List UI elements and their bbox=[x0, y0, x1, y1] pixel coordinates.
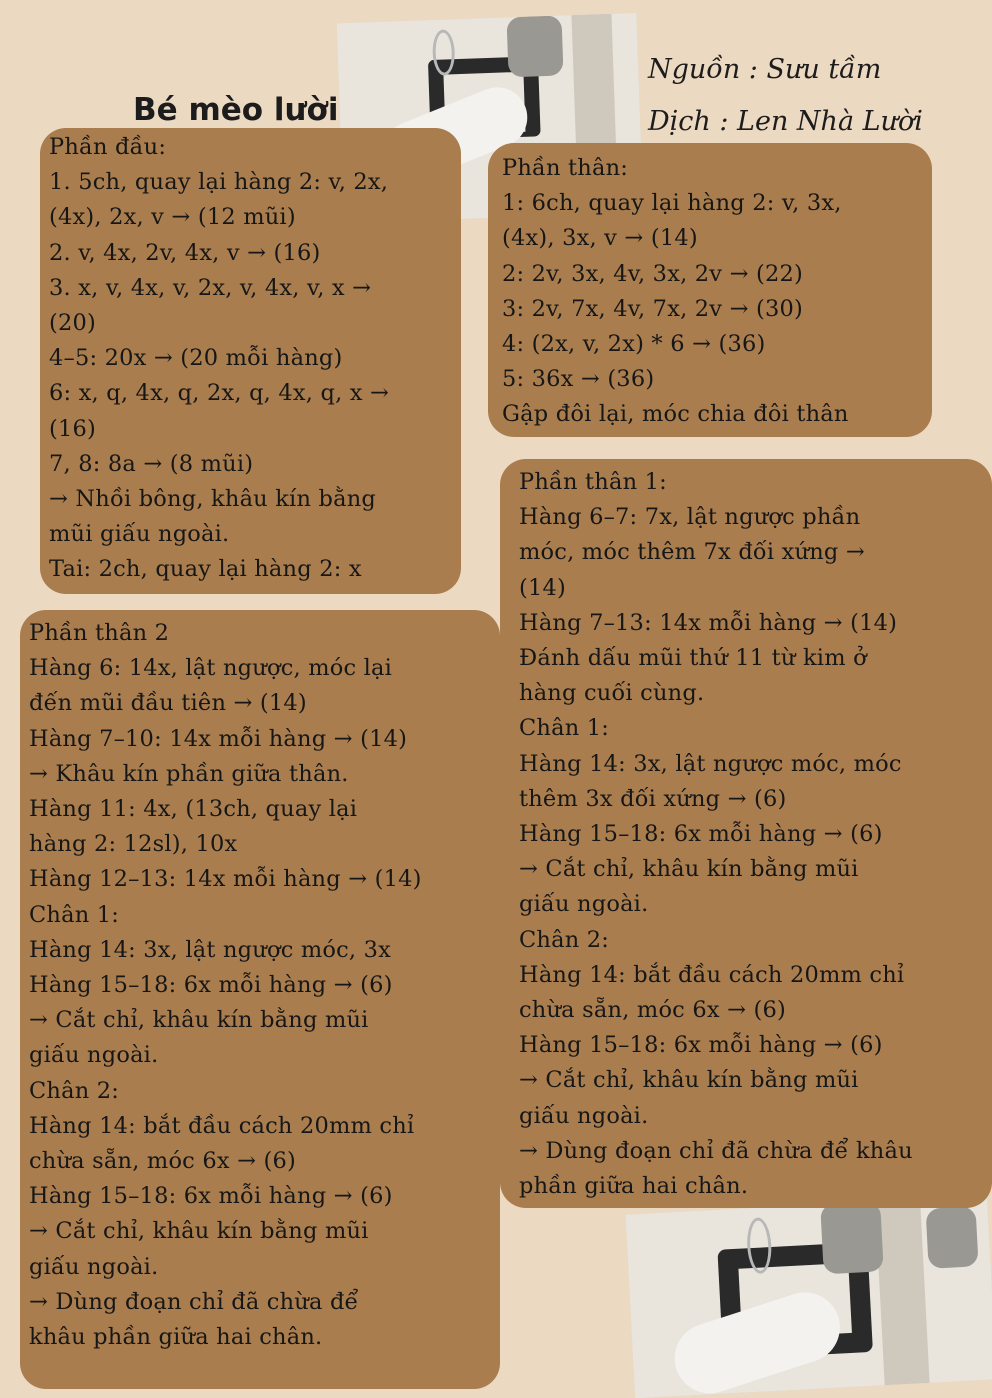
instruction-line: Hàng 6: 14x, lật ngược, móc lại bbox=[29, 655, 393, 682]
product-photo-bottom bbox=[625, 1196, 992, 1398]
instruction-line: Chân 1: bbox=[519, 715, 610, 742]
instruction-line: 5: 36x → (36) bbox=[502, 366, 655, 393]
instruction-line: Chân 1: bbox=[29, 901, 120, 928]
instruction-line: Hàng 14: 3x, lật ngược móc, móc bbox=[519, 750, 902, 777]
instruction-line: khâu phần giữa hai chân. bbox=[29, 1324, 323, 1351]
instruction-line: → Cắt chỉ, khâu kín bằng mũi bbox=[519, 856, 859, 883]
body-section bbox=[488, 143, 932, 437]
instruction-line: phần giữa hai chân. bbox=[519, 1173, 749, 1200]
instruction-line: Hàng 15–18: 6x mỗi hàng → (6) bbox=[29, 972, 393, 999]
source-credit: Nguồn : Sưu tầm bbox=[648, 54, 882, 85]
instruction-line: (20) bbox=[49, 310, 96, 337]
instruction-line: 3. x, v, 4x, v, 2x, v, 4x, v, x → bbox=[49, 274, 372, 301]
instruction-line: Tai: 2ch, quay lại hàng 2: x bbox=[49, 556, 362, 583]
instruction-line: → Cắt chỉ, khâu kín bằng mũi bbox=[29, 1218, 369, 1245]
instruction-line: chừa sẵn, móc 6x → (6) bbox=[29, 1148, 296, 1175]
instruction-line: đến mũi đầu tiên → (14) bbox=[29, 690, 307, 717]
body-part-1-section bbox=[500, 459, 992, 1208]
instruction-line: giấu ngoài. bbox=[29, 1042, 159, 1069]
instruction-line: Phần thân 1: bbox=[519, 469, 667, 495]
instruction-line: Hàng 14: bắt đầu cách 20mm chỉ bbox=[29, 1112, 415, 1139]
instruction-line: → Nhồi bông, khâu kín bằng bbox=[49, 486, 377, 513]
translation-credit: Dịch : Len Nhà Lười bbox=[648, 106, 923, 137]
instruction-line: chừa sẵn, móc 6x → (6) bbox=[519, 997, 786, 1024]
instruction-line: Hàng 15–18: 6x mỗi hàng → (6) bbox=[519, 1032, 883, 1059]
instruction-line: Hàng 7–13: 14x mỗi hàng → (14) bbox=[519, 609, 898, 636]
instruction-line: 6: x, q, 4x, q, 2x, q, 4x, q, x → bbox=[49, 380, 390, 407]
instruction-line: Hàng 6–7: 7x, lật ngược phần bbox=[519, 504, 861, 531]
instruction-line: (16) bbox=[49, 415, 96, 442]
instruction-line: thêm 3x đối xứng → (6) bbox=[519, 785, 787, 812]
instruction-line: 4: (2x, v, 2x) * 6 → (36) bbox=[502, 331, 766, 358]
instruction-line: giấu ngoài. bbox=[29, 1253, 159, 1280]
instruction-line: Hàng 11: 4x, (13ch, quay lại bbox=[29, 796, 358, 823]
instruction-line: → Cắt chỉ, khâu kín bằng mũi bbox=[519, 1067, 859, 1094]
instruction-line: 3: 2v, 7x, 4v, 7x, 2v → (30) bbox=[502, 295, 803, 322]
instruction-line: 2. v, 4x, 2v, 4x, v → (16) bbox=[49, 239, 321, 266]
instruction-line: Hàng 15–18: 6x mỗi hàng → (6) bbox=[29, 1183, 393, 1210]
instruction-line: Đánh dấu mũi thứ 11 từ kim ở bbox=[519, 645, 867, 672]
instruction-line: Hàng 12–13: 14x mỗi hàng → (14) bbox=[29, 866, 422, 893]
instruction-line: giấu ngoài. bbox=[519, 891, 649, 918]
instruction-line: hàng 2: 12sl), 10x bbox=[29, 831, 238, 858]
instruction-line: → Dùng đoạn chỉ đã chừa để khâu bbox=[519, 1137, 913, 1164]
head-section bbox=[40, 128, 461, 594]
instruction-line: Hàng 14: 3x, lật ngược móc, 3x bbox=[29, 936, 392, 963]
instruction-line: Gập đôi lại, móc chia đôi thân bbox=[502, 401, 849, 428]
instruction-line: Hàng 7–10: 14x mỗi hàng → (14) bbox=[29, 725, 408, 752]
instruction-line: Chân 2: bbox=[519, 926, 610, 953]
instruction-line: Chân 2: bbox=[29, 1077, 120, 1104]
instruction-line: giấu ngoài. bbox=[519, 1102, 649, 1129]
instruction-line: 1: 6ch, quay lại hàng 2: v, 3x, bbox=[502, 190, 842, 217]
instruction-line: hàng cuối cùng. bbox=[519, 680, 705, 707]
instruction-line: 7, 8: 8a → (8 mũi) bbox=[49, 450, 254, 477]
instruction-line: 4–5: 20x → (20 mỗi hàng) bbox=[49, 345, 343, 372]
instruction-line: móc, móc thêm 7x đối xứng → bbox=[519, 539, 865, 566]
instruction-line: (4x), 3x, v → (14) bbox=[502, 225, 698, 252]
instruction-line: → Dùng đoạn chỉ đã chừa để bbox=[29, 1288, 359, 1315]
instruction-line: 1. 5ch, quay lại hàng 2: v, 2x, bbox=[49, 169, 389, 196]
instruction-line: → Khâu kín phần giữa thân. bbox=[29, 760, 349, 787]
body-part-2-section bbox=[20, 610, 500, 1389]
instruction-line: 2: 2v, 3x, 4v, 3x, 2v → (22) bbox=[502, 260, 803, 287]
instruction-line: (4x), 2x, v → (12 mũi) bbox=[49, 204, 296, 231]
instruction-line: Phần đầu: bbox=[49, 134, 167, 160]
instruction-line: mũi giấu ngoài. bbox=[49, 521, 230, 548]
instruction-line: Phần thân: bbox=[502, 155, 629, 181]
instruction-line: → Cắt chỉ, khâu kín bằng mũi bbox=[29, 1007, 369, 1034]
instruction-line: (14) bbox=[519, 574, 566, 601]
instruction-line: Phần thân 2 bbox=[29, 620, 170, 646]
instruction-line: Hàng 15–18: 6x mỗi hàng → (6) bbox=[519, 821, 883, 848]
instruction-line: Hàng 14: bắt đầu cách 20mm chỉ bbox=[519, 961, 905, 988]
page-title: Bé mèo lười bbox=[133, 92, 339, 128]
